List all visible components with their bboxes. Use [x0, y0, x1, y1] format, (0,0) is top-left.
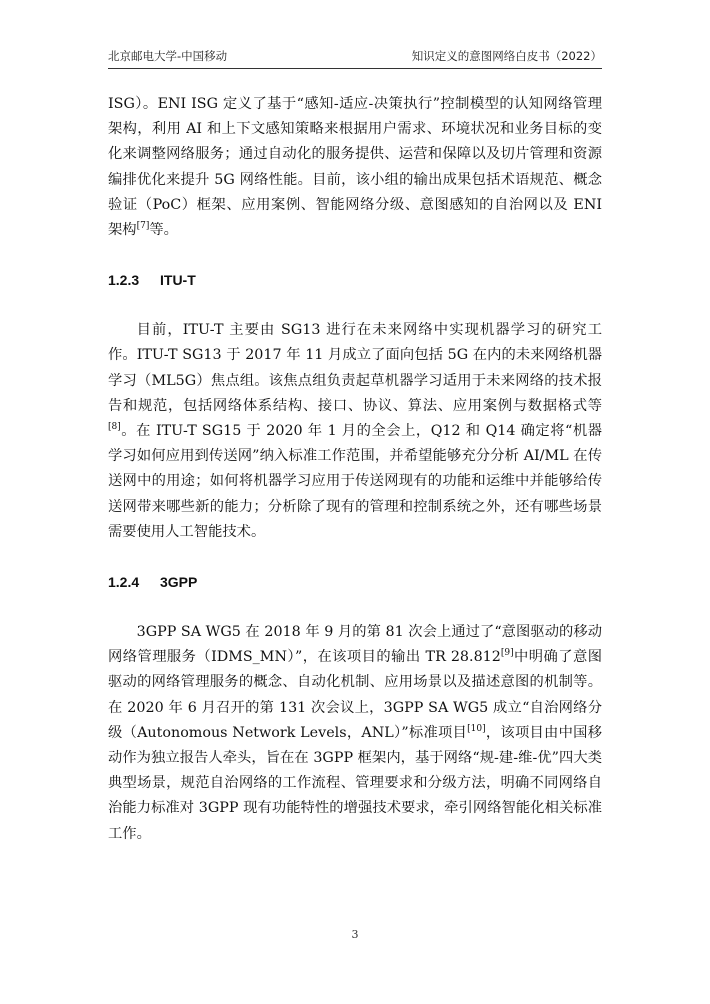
header-right-text: 知识定义的意图网络白皮书（2022） — [411, 49, 602, 63]
paragraph-eni-isg: ISG）。ENI ISG 定义了基于“感知-适应-决策执行”控制模型的认知网络管理架构，利用 AI 和上下文感知策略来根据用户需求、环境状况和业务目标的变化来调整网络服务；通过自动化的服务提供、运营和保障以及切片管理和资源编排优化来提升 5G 网络性能。目前，该小组的输出成果包括术语规范、概念验证（PoC）框架、应用案例、智能网络分级、意图感知的自治网以及 ENI 架构[7]等。 — [108, 96, 602, 239]
page-content — [108, 92, 602, 847]
citation-10: [10] — [467, 724, 486, 735]
paragraph-itu-t: 目前，ITU-T 主要由 SG13 进行在未来网络中实现机器学习的研究工作。ITU-T SG13 于 2017 年 11 月成立了面向包括 5G 在内的未来网络机器学习（ML5G）焦点组。该焦点组负责起草机器学习适用于未来网络的技术报告和规范，包括网络体系结构、接口、协议、算法、应用案例与数据格式等[8]。在 ITU-T SG15 于 2020 年 1 月的全会上，Q12 和 Q14 确定将“机器学习如何应用到传送网”纳入标准工作范围，并希望能够充分分析 AI/ML 在传送网中的用途；如何将机器学习应用于传送网现有的功能和运维中并能够给传送网带来哪些新的能力；分析除了现有的管理和控制系统之外，还有哪些场景需要使用人工智能技术。 — [108, 322, 602, 540]
section-heading-3gpp — [108, 570, 602, 595]
citation-9: [9] — [500, 648, 514, 659]
citation-7: [7] — [136, 221, 150, 232]
section-title: ITU-T — [160, 272, 196, 289]
section-number: 1.2.3 — [108, 272, 140, 289]
section-title: 3GPP — [160, 574, 198, 591]
page-number: 3 — [351, 928, 359, 941]
citation-8: [8] — [108, 422, 121, 433]
section-heading-itu-t — [108, 268, 602, 293]
header-left-text: 北京邮电大学-中国移动 — [108, 49, 228, 63]
section-number: 1.2.4 — [108, 574, 140, 591]
page-header — [108, 46, 602, 69]
paragraph-3gpp: 3GPP SA WG5 在 2018 年 9 月的第 81 次会上通过了“意图驱动的移动网络管理服务（IDMS_MN）”，在该项目的输出 TR 28.812[9]中明确了意图驱动的网络管理服务的概念、自动化机制、应用场景以及描述意图的机制等。在 2020 年 6 月召开的第 131 次会议上，3GPP SA WG5 成立“自治网络分级（Autonomous Network Levels，ANL）”标准项目[10]，该项目由中国移动作为独立报告人牵头，旨在在 3GPP 框架内，基于网络“规-建-维-优”四大类典型场景，规范自治网络的工作流程、管理要求和分级方法，明确不同网络自治能力标准对 3GPP 现有功能特性的增强技术要求，牵引网络智能化相关标准工作。 — [108, 624, 603, 842]
